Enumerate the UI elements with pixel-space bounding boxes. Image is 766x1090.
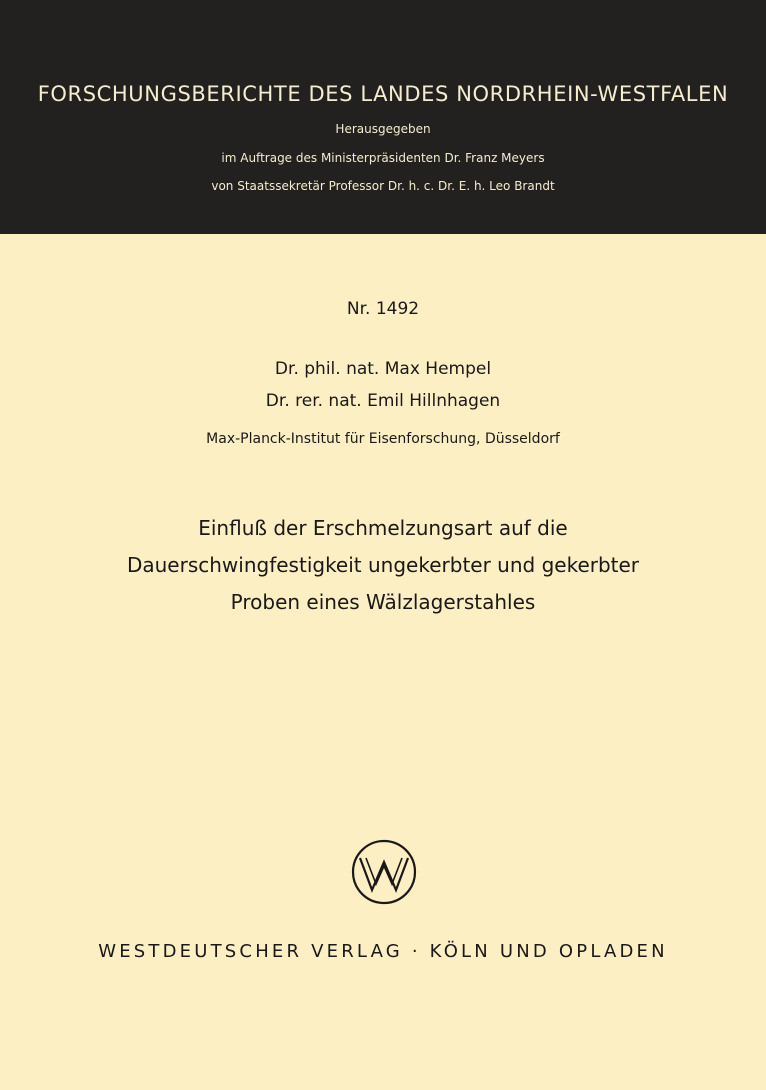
header-band (0, 0, 766, 234)
publisher-imprint: WESTDEUTSCHER VERLAG · KÖLN UND OPLADEN (98, 941, 668, 962)
book-title (0, 510, 766, 621)
publisher-note-line-2: im Auftrage des Ministerpräsidenten Dr. Franz Meyers (221, 151, 545, 165)
book-title-line-2: Dauerschwingfestigkeit ungekerbter und gekerbter (126, 553, 640, 577)
issue-number: Nr. 1492 (346, 299, 420, 319)
publisher-note-line-1: Herausgegeben (335, 122, 431, 136)
book-title-line-3: Proben eines Wälzlagerstahles (230, 590, 536, 614)
series-title: FORSCHUNGSBERICHTE DES LANDES NORDRHEIN-WESTFALEN (37, 82, 729, 106)
author-2: Dr. rer. nat. Emil Hillnhagen (265, 391, 501, 411)
publisher-logo-icon (351, 839, 417, 905)
book-title-line-1: Einfluß der Erschmelzungsart auf die (198, 516, 568, 540)
institute: Max-Planck-Institut für Eisenforschung, Düsseldorf (206, 431, 560, 447)
author-1: Dr. phil. nat. Max Hempel (274, 359, 492, 379)
publisher-note-line-3: von Staatssekretär Professor Dr. h. c. Dr. E. h. Leo Brandt (211, 179, 555, 193)
